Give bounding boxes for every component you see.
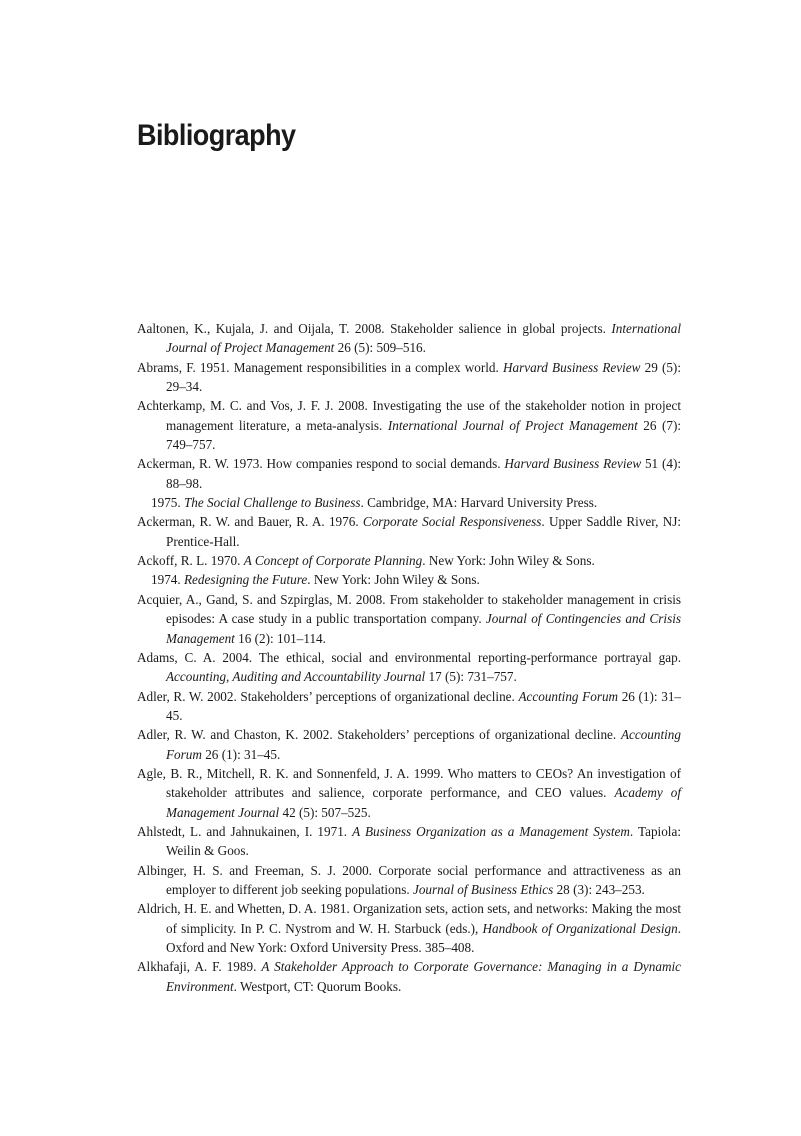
- entry-details: 26 (1): 31–45.: [201, 746, 281, 762]
- entry-details: 51 (4): 88–98.: [166, 456, 682, 491]
- entry-details: . Tapiola: Weilin & Goos.: [166, 823, 681, 859]
- entry-details: . Oxford and New York: Oxford University Press. 385–408.: [166, 920, 681, 955]
- entry-source: Harvard Business Review: [502, 359, 641, 375]
- entry-source: International Journal of Project Management: [166, 321, 681, 356]
- entry-text: 1975.: [151, 495, 184, 511]
- bib-entry-abrams-1951: [137, 358, 681, 397]
- entry-text: Adler, R. W. and Chaston, K. 2002. Stakeholders’ perceptions of organizational decline.: [137, 727, 621, 743]
- entry-details: 26 (1): 31–45.: [166, 688, 682, 723]
- bib-entry-aaltonen-2008: [137, 319, 681, 358]
- entry-text: Ahlstedt, L. and Jahnukainen, I. 1971.: [137, 823, 353, 839]
- entry-details: . New York: John Wiley & Sons.: [307, 572, 480, 588]
- entry-text: Adler, R. W. 2002. Stakeholders’ perceptions of organizational decline.: [137, 688, 519, 704]
- bibliography-list: [137, 319, 681, 996]
- entry-source: Journal of Contingencies and Crisis Management: [166, 611, 681, 646]
- bib-entry-ackerman-bauer-1976: [137, 512, 681, 551]
- entry-source: Corporate Social Responsiveness: [362, 514, 542, 530]
- entry-details: 26 (5): 509–516.: [334, 340, 426, 356]
- entry-text: Albinger, H. S. and Freeman, S. J. 2000. Corporate social performance and attractiveness as an employer to different job seeking populations.: [137, 862, 681, 897]
- bib-entry-ahlstedt-1971: [137, 822, 681, 861]
- entry-source: A Concept of Corporate Planning: [243, 553, 423, 569]
- entry-details: 42 (5): 507–525.: [279, 804, 371, 820]
- entry-text: Adams, C. A. 2004. The ethical, social and environmental reporting-performance portrayal gap.: [137, 649, 681, 665]
- entry-text: Achterkamp, M. C. and Vos, J. F. J. 2008. Investigating the use of the stakeholder notion in project management literature, a meta-analysis.: [137, 398, 681, 433]
- entry-text: Acquier, A., Gand, S. and Szpirglas, M. 2008. From stakeholder to stakeholder management in crisis episodes: A case study in a public transportation company.: [137, 591, 681, 627]
- entry-text: Abrams, F. 1951. Management responsibilities in a complex world.: [137, 359, 503, 375]
- bib-entry-adler-2002: [137, 687, 681, 726]
- entry-details: . New York: John Wiley & Sons.: [422, 553, 595, 569]
- entry-text: Ackerman, R. W. and Bauer, R. A. 1976.: [137, 514, 363, 530]
- entry-text: Ackerman, R. W. 1973. How companies respond to social demands.: [137, 456, 505, 472]
- entry-source: A Stakeholder Approach to Corporate Governance: Managing in a Dynamic Environment: [166, 959, 681, 994]
- bib-entry-ackerman-1975: [137, 493, 681, 512]
- entry-source: A Business Organization as a Management System: [352, 823, 630, 839]
- bib-entry-acquier-2008: [137, 590, 681, 648]
- entry-details: . Cambridge, MA: Harvard University Press.: [360, 495, 598, 511]
- entry-details: 28 (3): 243–253.: [553, 881, 645, 897]
- entry-source: Academy of Management Journal: [166, 785, 681, 820]
- entry-text: 1974.: [151, 572, 184, 588]
- entry-text: Ackoff, R. L. 1970.: [137, 553, 244, 569]
- entry-details: 17 (5): 731–757.: [425, 669, 517, 685]
- entry-details: 16 (2): 101–114.: [234, 630, 326, 646]
- bib-entry-adler-chaston-2002: [137, 725, 681, 764]
- bib-entry-ackoff-1970: [137, 551, 681, 570]
- bib-entry-ackoff-1974: [137, 570, 681, 589]
- bib-entry-achterkamp-2008: [137, 396, 681, 454]
- entry-source: Handbook of Organizational Design: [482, 920, 678, 936]
- bib-entry-ackerman-1973: [137, 454, 681, 493]
- entry-details: 26 (7): 749–757.: [166, 417, 681, 453]
- bib-entry-alkhafaji-1989: [137, 957, 681, 996]
- page-title: Bibliography: [137, 119, 296, 152]
- bib-entry-aldrich-1981: [137, 899, 681, 957]
- entry-source: Redesigning the Future: [183, 572, 308, 588]
- entry-source: Accounting Forum: [166, 727, 681, 762]
- entry-details: . Upper Saddle River, NJ: Prentice-Hall.: [166, 514, 682, 549]
- entry-details: 29 (5): 29–34.: [166, 359, 681, 395]
- entry-source: International Journal of Project Management: [387, 417, 638, 433]
- entry-source: Harvard Business Review: [504, 456, 642, 472]
- entry-source: The Social Challenge to Business: [183, 495, 361, 511]
- bib-entry-agle-1999: [137, 764, 681, 822]
- entry-details: . Westport, CT: Quorum Books.: [233, 978, 402, 994]
- entry-text: Aaltonen, K., Kujala, J. and Oijala, T. 2008. Stakeholder salience in global projects.: [137, 321, 612, 336]
- entry-source: Journal of Business Ethics: [412, 881, 554, 897]
- bib-entry-albinger-2000: [137, 861, 681, 900]
- bib-entry-adams-2004: [137, 648, 681, 687]
- entry-source: Accounting, Auditing and Accountability Journal: [166, 669, 426, 685]
- entry-text: Aldrich, H. E. and Whetten, D. A. 1981. Organization sets, action sets, and networks: Making the most of simplicity. In P. C. Nystrom and W. H. Starbuck (eds.),: [137, 901, 681, 936]
- entry-text: Agle, B. R., Mitchell, R. K. and Sonnenfeld, J. A. 1999. Who matters to CEOs? An investigation of stakeholder attributes and salience, corporate performance, and CEO values.: [137, 765, 681, 801]
- entry-text: Alkhafaji, A. F. 1989.: [137, 959, 262, 975]
- entry-source: Accounting Forum: [518, 688, 619, 704]
